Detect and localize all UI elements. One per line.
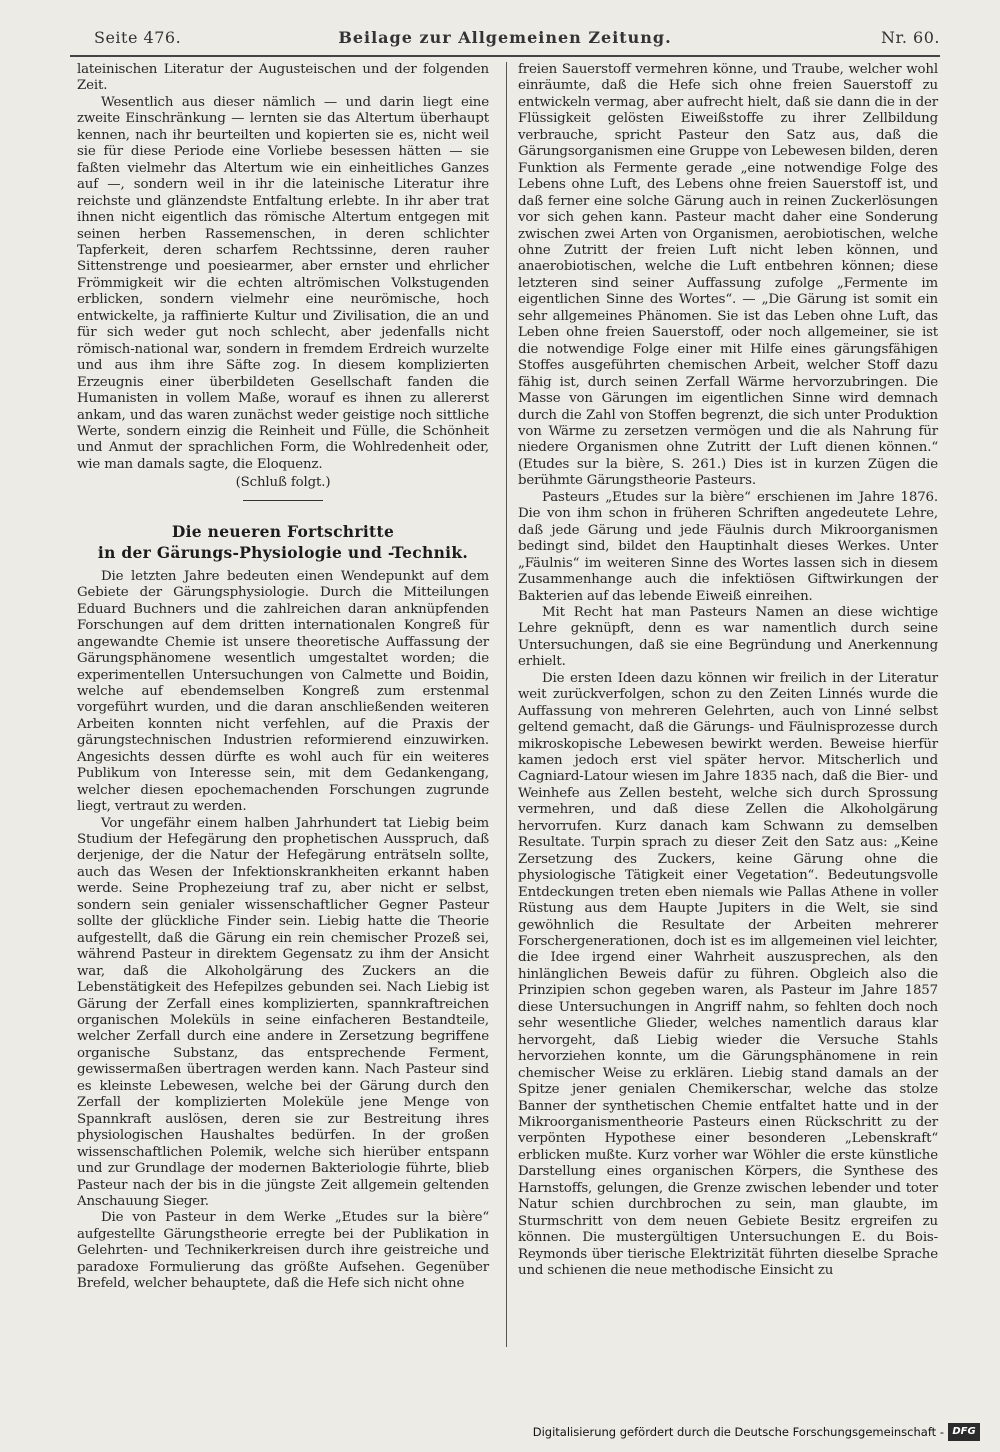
continued-paragraph: Wesentlich aus dieser nämlich — und darin liegt eine zweite Einschränkung — lernten sie das Altertum überhaupt kennen, nach ihr beurteilten und kopierten sie es, nicht weil sie für diese Periode eine Vorliebe besessen hätten — sie faßten vielmehr das Altertum wie ein einheitliches Ganzes auf —, sondern weil in ihr die lateinische Literatur ihre reichste und glänzendste Entfaltung erlebte. In ihr aber trat ihnen nicht eigentlich das römische Altertum entgegen mit seinen herben Rassemenschen, in deren schlichter Tapferkeit, deren scharfem Rechtssinne, deren rauher Sittenstrenge und poesiearmer, aber ernster und ehrlicher Frömmigkeit wir die echten altrömischen Volkstugenden erblicken, sondern vielmehr eine neurömische, hoch entwickelte, ja raffinierte Kultur und Zivilisation, die an und für sich weder gut noch schlecht, aber jedenfalls nicht römisch-national war, sondern in fremdem Erdreich wurzelte und aus ihm ihre Säfte zog. In diesem komplizierten Erzeugnis einer überbildeten Gesellschaft fanden die Humanisten in vollem Maße, worauf es ihnen zu allererst ankam, und das waren zunächst weder geistige noch sittliche Werte, sondern einzig die Reinheit und Fülle, die Schönheit und Anmut der sprachlichen Form, die Wohlredenheit oder, wie man damals sagte, die Eloquenz. [77, 94, 489, 472]
page-number: Seite 476. [94, 28, 182, 47]
left-column [77, 62, 489, 1293]
article-title-line-2: in der Gärungs-Physiologie und -Technik. [97, 542, 469, 562]
article-paragraph: Die von Pasteur in dem Werke „Etudes sur la bière“ aufgestellte Gärungstheorie erregte bei der Publikation in Gelehrten- und Technikerkreisen durch ihre geistreiche und paradoxe Formulierung das größte Aufsehen. Gegenüber Brefeld, welcher behauptete, daß die Hefe sich nicht ohne [77, 1210, 489, 1292]
article-separator [243, 500, 323, 501]
article-paragraph: Die letzten Jahre bedeuten einen Wendepunkt auf dem Gebiete der Gärungsphysiologie. Durch die Mitteilungen Eduard Buchners und die zahlreichen daran anknüpfenden Forschungen auf dem dritten internationalen Kongreß für angewandte Chemie ist unsere theoretische Auffassung der Gärungsphänomene wesentlich umgestaltet worden; die experimentellen Untersuchungen von Calmette und Boidin, welche auf ebendemselben Kongreß zum erstenmal vorgeführt wurden, und die daran anschließenden weiteren Arbeiten konnten nicht verfehlen, auf die Praxis der gärungstechnischen Industrien reformierend einzuwirken. Angesichts dessen dürfte es wohl auch für ein weiteres Publikum von Interesse sein, mit dem Gedankengang, welcher diesen epochemachenden Forschungen zugrunde liegt, vertraut zu werden. [77, 568, 489, 815]
article-paragraph: Vor ungefähr einem halben Jahrhundert tat Liebig beim Studium der Hefegärung den prophetischen Ausspruch, daß derjenige, der die Natur der Hefegärung enträtseln sollte, auch das Wesen der Infektionskrankheiten erkannt haben werde. Seine Prophezeiung traf zu, aber nicht er selbst, sondern sein genialer wissenschaftlicher Gegner Pasteur sollte der glückliche Finder sein. Liebig hatte die Theorie aufgestellt, daß die Gärung ein rein chemischer Prozeß sei, während Pasteur in direktem Gegensatz zu ihm der Ansicht war, daß die Alkoholgärung des Zuckers an die Lebenstätigkeit des Hefepilzes gebunden sei. Nach Liebig ist Gärung der Zerfall eines komplizierten, spannkraftreichen organischen Moleküls in seine einfacheren Bestandteile, welcher Zerfall durch eine andere in Zersetzung begriffene organische Substanz, das entsprechende Ferment, gewissermaßen übertragen werden kann. Nach Pasteur sind es kleinste Lebewesen, welche bei der Gärung durch den Zerfall der komplizierten Moleküle jene Menge von Spannkraft auslösen, deren sie zur Bestreitung ihres physiologischen Haushaltes bedürfen. In der großen wissenschaftlichen Polemik, welche sich hierüber entspann und zur Grundlage der modernen Bakteriologie führte, blieb Pasteur nach der bis in die jüngste Zeit allgemein geltenden Anschauung Sieger. [77, 815, 489, 1209]
column-divider [506, 62, 507, 1347]
right-column [518, 62, 938, 1280]
page-header [70, 28, 940, 54]
closing-note: (Schluß folgt.) [235, 475, 331, 491]
article-paragraph: Pasteurs „Etudes sur la bière“ erschienen im Jahre 1876. Die von ihm schon in früheren Schriften angedeutete Lehre, daß jede Gärung und jede Fäulnis durch Mikroorganismen bedingt sind, bildet den Hauptinhalt dieses Werkes. Unter „Fäulnis“ im weiteren Sinne des Wortes lassen sich in diesem Zusammenhange auch die infektiösen Giftwirkungen der Bakterien auf das lebende Eiweiß einreihen. [518, 489, 938, 604]
credit-text: Digitalisierung gefördert durch die Deutsche Forschungsgemeinschaft - [532, 1425, 944, 1439]
header-rule [70, 55, 940, 57]
article-paragraph: Mit Recht hat man Pasteurs Namen an diese wichtige Lehre geknüpft, denn es war namentlich durch seine Untersuchungen, daß sie eine Begründung und Anerkennung erhielt. [518, 604, 938, 670]
article-title-line-1: Die neueren Fortschritte [171, 521, 395, 541]
article-paragraph: freien Sauerstoff vermehren könne, und Traube, welcher wohl einräumte, daß die Hefe sich ohne freien Sauerstoff zu entwickeln vermag, aber aufrecht hielt, daß sie dann die in der Flüssigkeit gelösten Eiweißstoffe zu ihrer Zellbildung verbrauche, spricht Pasteur den Satz aus, daß die Gärungsorganismen eine Gruppe von Lebewesen bilden, deren Funktion als Fermente gerade „eine notwendige Folge des Lebens ohne Luft, des Lebens ohne freien Sauerstoff ist, und daß ferner eine solche Gärung auch in reinen Zuckerlösungen vor sich gehen kann. Pasteur macht daher eine Sonderung zwischen zwei Arten von Organismen, aerobiotischen, welche ohne Zutritt der freien Luft nicht leben können, und anaerobiotischen, welche die Luft entbehren können; diese letzteren sind seiner Auffassung zufolge „Fermente im eigentlichen Sinne des Wortes“. — „Die Gärung ist somit ein sehr allgemeines Phänomen. Sie ist das Leben ohne Luft, das Leben ohne freien Sauerstoff, oder noch allgemeiner, sie ist die notwendige Folge einer mit Hilfe eines gärungsfähigen Stoffes ausgeführten chemischen Arbeit, welcher Stoff dazu fähig ist, durch seinen Zerfall Wärme hervorzubringen. Die Masse von Gärungen im eigentlichen Sinne wird demnach durch die Zahl von Stoffen begrenzt, die sich unter Produktion von Wärme zu zersetzen vermögen und die als Nahrung für niedere Organismen ohne Zutritt der Luft dienen können.“ (Etudes sur la bière, S. 261.) Dies ist in kurzen Zügen die berühmte Gärungstheorie Pasteurs. [518, 62, 938, 489]
publication-title: Beilage zur Allgemeinen Zeitung. [338, 28, 672, 47]
dfg-logo-icon: DFG [948, 1423, 980, 1441]
continued-paragraph: lateinischen Literatur der Augusteischen und der folgenden Zeit. [77, 62, 489, 94]
issue-number: Nr. 60. [880, 28, 940, 47]
digitization-credit [520, 1423, 980, 1443]
article-paragraph: Die ersten Ideen dazu können wir freilich in der Literatur weit zurückverfolgen, schon zu den Zeiten Linnés wurde die Auffassung von mehreren Gelehrten, auch von Linné selbst geltend gemacht, daß die Gärungs- und Fäulnisprozesse durch mikroskopische Lebewesen bewirkt werden. Beweise hierfür kamen jedoch erst viel später hervor. Mitscherlich und Cagniard-Latour wiesen im Jahre 1835 nach, daß die Bier- und Weinhefe aus Zellen besteht, welche sich durch Sprossung vermehren, und daß diese Zellen die Alkoholgärung hervorrufen. Kurz danach kam Schwann zu demselben Resultate. Turpin sprach zu dieser Zeit den Satz aus: „Keine Zersetzung des Zuckers, keine Gärung ohne die physiologische Tätigkeit einer Vegetation“. Bedeutungsvolle Entdeckungen treten eben niemals wie Pallas Athene in voller Rüstung aus dem Haupte Jupiters in die Welt, sie sind gewöhnlich die Resultate der Arbeiten mehrerer Forschergenerationen, doch ist es im allgemeinen viel leichter, die Idee irgend einer Wahrheit auszusprechen, als den hinlänglichen Beweis dafür zu führen. Obgleich also die Prinzipien schon gegeben waren, als Pasteur im Jahre 1857 diese Untersuchungen in Angriff nahm, so fehlten doch noch sehr wesentliche Glieder, welches namentlich daraus klar hervorgeht, daß Liebig wieder die Versuche Stahls hervorziehen konnte, um die Gärungsphänomene in rein chemischer Weise zu erklären. Liebig stand damals an der Spitze jener genialen Chemikerschar, welche das stolze Banner der synthetischen Chemie entfaltet hatte und in der Mikroorganismentheorie Pasteurs einen Rückschritt zu der verpönten Hypothese einer besonderen „Lebenskraft“ erblicken mußte. Kurz vorher war Wöhler die erste künstliche Darstellung eines organischen Körpers, die Synthese des Harnstoffs, gelungen, die Grenze zwischen lebender und toter Natur schien durchbrochen zu sein, man glaubte, im Sturmschritt von dem neuen Gebiete Besitz ergreifen zu können. Die mustergültigen Untersuchungen E. du Bois-Reymonds über tierische Elektrizität führten dieselbe Sprache und schienen die neue methodische Einsicht zu [518, 670, 938, 1279]
